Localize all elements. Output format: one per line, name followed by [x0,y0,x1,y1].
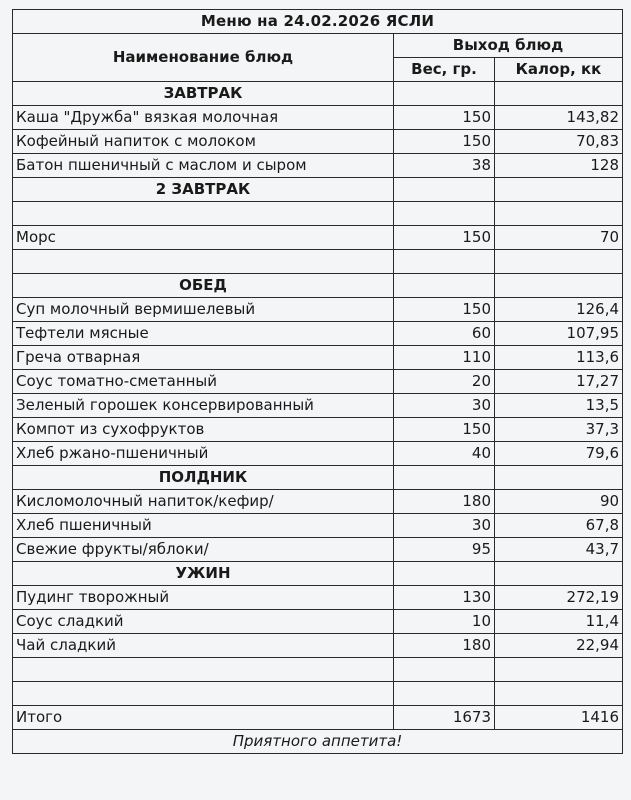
empty-row [13,202,623,226]
title-row [13,10,623,34]
dish-name: Пудинг творожный [13,586,394,610]
empty-cell [495,274,623,298]
dish-row [13,130,623,154]
calories-header: Калор, кк [495,58,623,82]
dish-name: Кофейный напиток с молоком [13,130,394,154]
dish-weight: 150 [394,130,495,154]
section-row [13,274,623,298]
empty-cell [394,466,495,490]
dish-row [13,154,623,178]
empty-cell [13,250,394,274]
dish-calories: 272,19 [495,586,623,610]
dish-weight: 130 [394,586,495,610]
empty-row [13,250,623,274]
dish-name: Хлеб пшеничный [13,514,394,538]
dish-calories: 143,82 [495,106,623,130]
header-row-1 [13,34,623,58]
empty-cell [495,82,623,106]
dish-calories: 37,3 [495,418,623,442]
dish-calories: 1416 [495,706,623,730]
section-row [13,178,623,202]
dish-row [13,490,623,514]
footer-row [13,730,623,754]
dish-weight: 150 [394,226,495,250]
dish-calories: 11,4 [495,610,623,634]
empty-cell [394,658,495,682]
dish-row [13,298,623,322]
empty-row [13,682,623,706]
dish-calories: 128 [495,154,623,178]
dish-weight: 30 [394,394,495,418]
dish-name: Свежие фрукты/яблоки/ [13,538,394,562]
dish-calories: 67,8 [495,514,623,538]
dish-weight: 95 [394,538,495,562]
dish-row [13,226,623,250]
dish-name: Соус сладкий [13,610,394,634]
dish-row [13,394,623,418]
dish-row [13,370,623,394]
dish-weight: 20 [394,370,495,394]
weight-header: Вес, гр. [394,58,495,82]
empty-cell [495,466,623,490]
empty-cell [495,562,623,586]
output-header: Выход блюд [394,34,623,58]
footer-text: Приятного аппетита! [13,730,623,754]
dish-calories: 107,95 [495,322,623,346]
dish-weight: 180 [394,634,495,658]
empty-cell [495,202,623,226]
dish-weight: 38 [394,154,495,178]
empty-cell [13,682,394,706]
dish-row [13,106,623,130]
dish-calories: 113,6 [495,346,623,370]
dish-name: Греча отварная [13,346,394,370]
dish-name: Каша "Дружба" вязкая молочная [13,106,394,130]
section-title: УЖИН [13,562,394,586]
section-title: ПОЛДНИК [13,466,394,490]
dish-name: Батон пшеничный с маслом и сыром [13,154,394,178]
dish-row [13,322,623,346]
section-row [13,466,623,490]
dish-calories: 22,94 [495,634,623,658]
empty-cell [495,682,623,706]
dish-name: Зеленый горошек консервированный [13,394,394,418]
section-row [13,562,623,586]
dish-weight: 30 [394,514,495,538]
section-title: 2 ЗАВТРАК [13,178,394,202]
dish-calories: 70 [495,226,623,250]
dish-row [13,610,623,634]
dish-row [13,418,623,442]
empty-cell [394,250,495,274]
dish-calories: 13,5 [495,394,623,418]
dish-name-header: Наименование блюд [13,34,394,82]
empty-cell [13,658,394,682]
empty-cell [394,82,495,106]
dish-weight: 1673 [394,706,495,730]
page-title: Меню на 24.02.2026 ЯСЛИ [13,10,623,34]
empty-cell [394,682,495,706]
menu-table-body [13,10,623,730]
total-row [13,706,623,730]
dish-weight: 110 [394,346,495,370]
empty-cell [495,658,623,682]
menu-table [12,9,623,754]
dish-row [13,586,623,610]
dish-row [13,538,623,562]
dish-calories: 90 [495,490,623,514]
section-title: ЗАВТРАК [13,82,394,106]
dish-weight: 150 [394,298,495,322]
dish-calories: 17,27 [495,370,623,394]
dish-name: Компот из сухофруктов [13,418,394,442]
empty-cell [394,562,495,586]
dish-name: Кисломолочный напиток/кефир/ [13,490,394,514]
empty-cell [394,178,495,202]
section-row [13,82,623,106]
dish-weight: 150 [394,106,495,130]
dish-weight: 180 [394,490,495,514]
dish-weight: 60 [394,322,495,346]
dish-name: Хлеб ржано-пшеничный [13,442,394,466]
dish-row [13,634,623,658]
dish-weight: 150 [394,418,495,442]
section-title: ОБЕД [13,274,394,298]
dish-calories: 70,83 [495,130,623,154]
dish-name: Морс [13,226,394,250]
empty-cell [394,202,495,226]
dish-row [13,346,623,370]
dish-row [13,442,623,466]
empty-row [13,658,623,682]
empty-cell [495,250,623,274]
dish-weight: 40 [394,442,495,466]
dish-calories: 79,6 [495,442,623,466]
dish-name: Соус томатно-сметанный [13,370,394,394]
dish-calories: 43,7 [495,538,623,562]
dish-name: Чай сладкий [13,634,394,658]
empty-cell [13,202,394,226]
dish-name: Тефтели мясные [13,322,394,346]
empty-cell [394,274,495,298]
dish-name: Итого [13,706,394,730]
empty-cell [495,178,623,202]
dish-calories: 126,4 [495,298,623,322]
dish-name: Суп молочный вермишелевый [13,298,394,322]
dish-weight: 10 [394,610,495,634]
dish-row [13,514,623,538]
